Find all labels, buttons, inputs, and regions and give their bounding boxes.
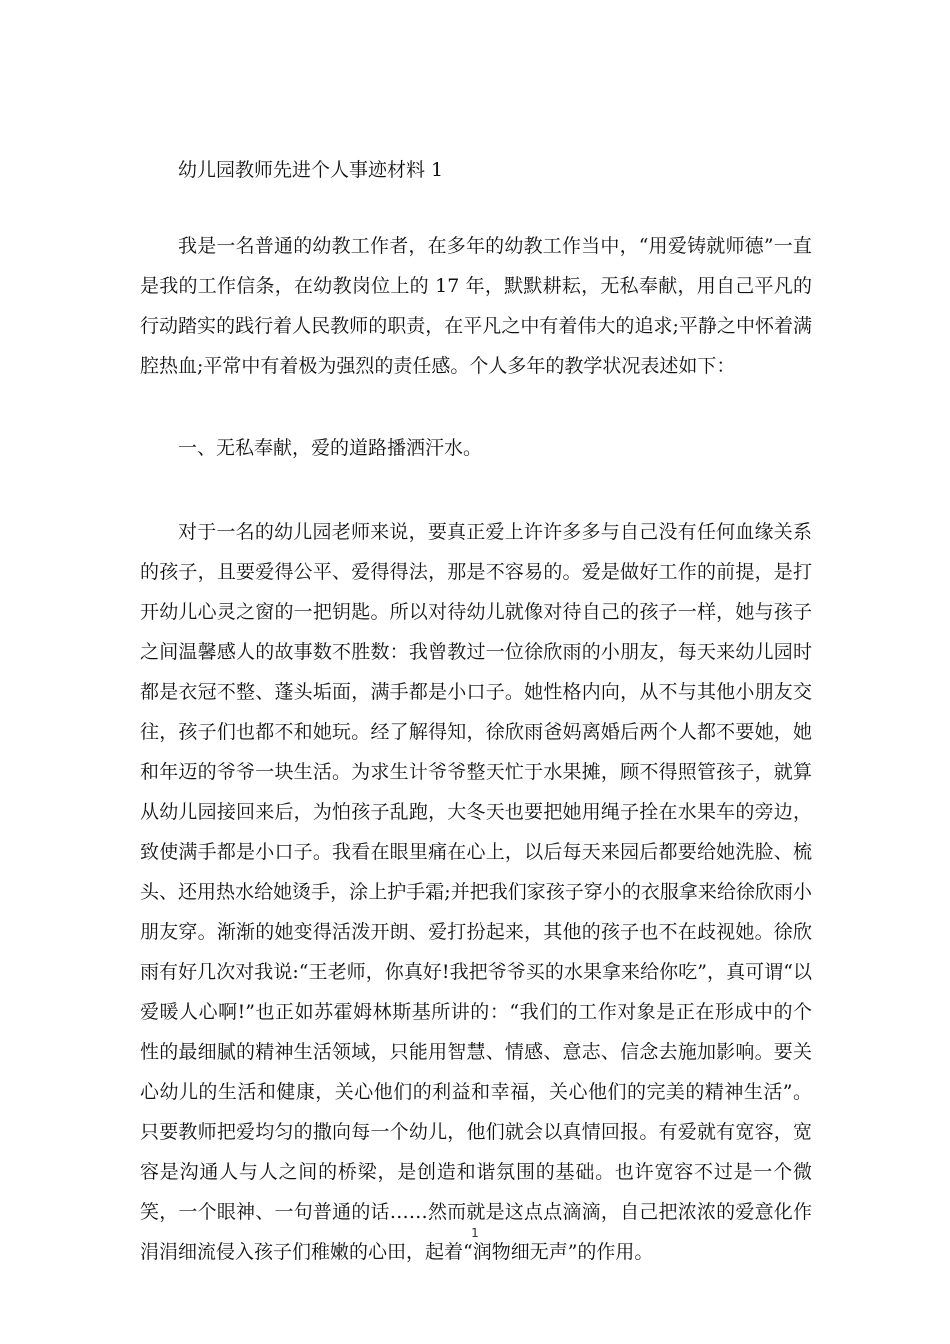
- document-title: 幼儿园教师先进个人事迹材料 1: [178, 159, 444, 181]
- body-paragraph: 对于一名的幼儿园老师来说，要真正爱上许许多多与自己没有任何血缘关系的孩子，且要爱得公平、爱得得法，那是不容易的。爱是做好工作的前提，是打开幼儿心灵之窗的一把钥匙。所以对待幼儿就像对待自己的孩子一样，她与孩子之间温馨感人的故事数不胜数：我曾教过一位徐欣雨的小朋友，每天来幼儿园时都是衣冠不整、蓬头垢面，满手都是小口子。她性格内向，从不与其他小朋友交往，孩子们也都不和她玩。经了解得知，徐欣雨爸妈离婚后两个人都不要她，她和年迈的爷爷一块生活。为求生计爷爷整天忙于水果摊，顾不得照管孩子，就算从幼儿园接回来后，为怕孩子乱跑，大冬天也要把她用绳子拴在水果车的旁边，致使满手都是小口子。我看在眼里痛在心上，以后每天来园后都要给她洗脸、梳头、还用热水给她烫手，涂上护手霜;并把我们家孩子穿小的衣服拿来给徐欣雨小朋友穿。渐渐的她变得活泼开朗、爱打扮起来，其他的孩子也不在歧视她。徐欣雨有好几次对我说:“王老师，你真好!我把爷爷买的水果拿来给你吃”，真可谓“以爱暖人心啊!”也正如苏霍姆林斯基所讲的：“我们的工作对象是正在形成中的个性的最细腻的精神生活领域，只能用智慧、情感、意志、信念去施加影响。要关心幼儿的生活和健康，关心他们的利益和幸福，关心他们的完美的精神生活”。只要教师把爱均匀的撒向每一个幼儿，他们就会以真情回报。有爱就有宽容，宽容是沟通人与人之间的桥梁，是创造和谐氛围的基础。也许宽容不过是一个微笑，一个眼神、一句普通的话……然而就是这点点滴滴，自己把浓浓的爱意化作涓涓细流侵入孩子们稚嫩的心田，起着“润物细无声”的作用。: [140, 521, 812, 1263]
- section-heading: 一、无私奉献，爱的道路播洒汗水。: [178, 437, 483, 459]
- page-number: 1: [471, 1226, 479, 1240]
- document-body: [140, 150, 812, 1272]
- intro-paragraph: 我是一名普通的幼教工作者，在多年的幼教工作当中，“用爱铸就师德”一直是我的工作信条，在幼教岗位上的 17 年，默默耕耘，无私奉献，用自己平凡的行动踏实的践行着人民教师的职责，在平凡之中有着伟大的追求;平静之中怀着满腔热血;平常中有着极为强烈的责任感。个人多年的教学状况表述如下：: [140, 235, 812, 377]
